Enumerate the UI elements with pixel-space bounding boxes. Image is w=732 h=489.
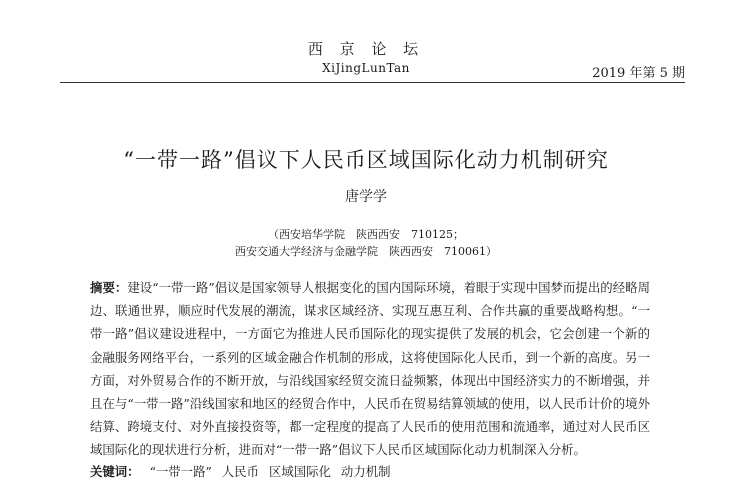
issue-number: 2019 年第 5 期: [592, 66, 685, 81]
article-title: “一带一路”倡议下人民币区域国际化动力机制研究: [123, 148, 609, 172]
journal-name-cn: 西 京 论 坛: [307, 40, 425, 58]
keyword-item: 动力机制: [340, 464, 391, 479]
keywords: [90, 462, 650, 482]
keywords-label: 关键词：: [90, 464, 140, 479]
abstract-text: 建设“一带一路”倡议是国家领导人根据变化的国内国际环境，着眼于实现中国梦而提出的经略周边、联通世界，顺应时代发展的潮流，谋求区域经济、实现互惠互利、合作共赢的重要战略构想。“一带一路”倡议建设进程中，一方面它为推进人民币国际化的现实提供了发展的机会，它会创建一个新的金融服务网络平台，一系列的区域金融合作机制的形成，这将使国际化人民币，到一个新的高度。另一方面，对外贸易合作的不断开放，与沿线国家经贸交流日益频繁，体现出中国经济实力的不断增强，并且在与“一带一路”沿线国家和地区的经贸合作中，人民币在贸易结算领域的使用，以人民币计价的境外结算、跨境支付、对外直接投资等，都一定程度的提高了人民币的使用范围和流通率，通过对人民币区域国际化的现状进行分析，进而对“一带一路”倡议下人民币区域国际化动力机制深入分析。: [90, 280, 651, 458]
keyword-item: “一带一路”: [149, 464, 212, 479]
keyword-item: 人民币: [221, 464, 259, 479]
affiliation-1: （西安培华学院 陕西西安 710125；: [268, 228, 464, 241]
article-author: 唐学学: [345, 189, 387, 205]
affiliation-2: 西安交通大学经济与金融学院 陕西西安 710061）: [235, 245, 497, 258]
journal-name-en: XiJingLunTan: [322, 61, 410, 75]
keyword-item: 区域国际化: [268, 464, 331, 479]
abstract-label: 摘要：: [90, 280, 128, 295]
abstract: [90, 276, 650, 462]
header-rule: [60, 82, 685, 83]
